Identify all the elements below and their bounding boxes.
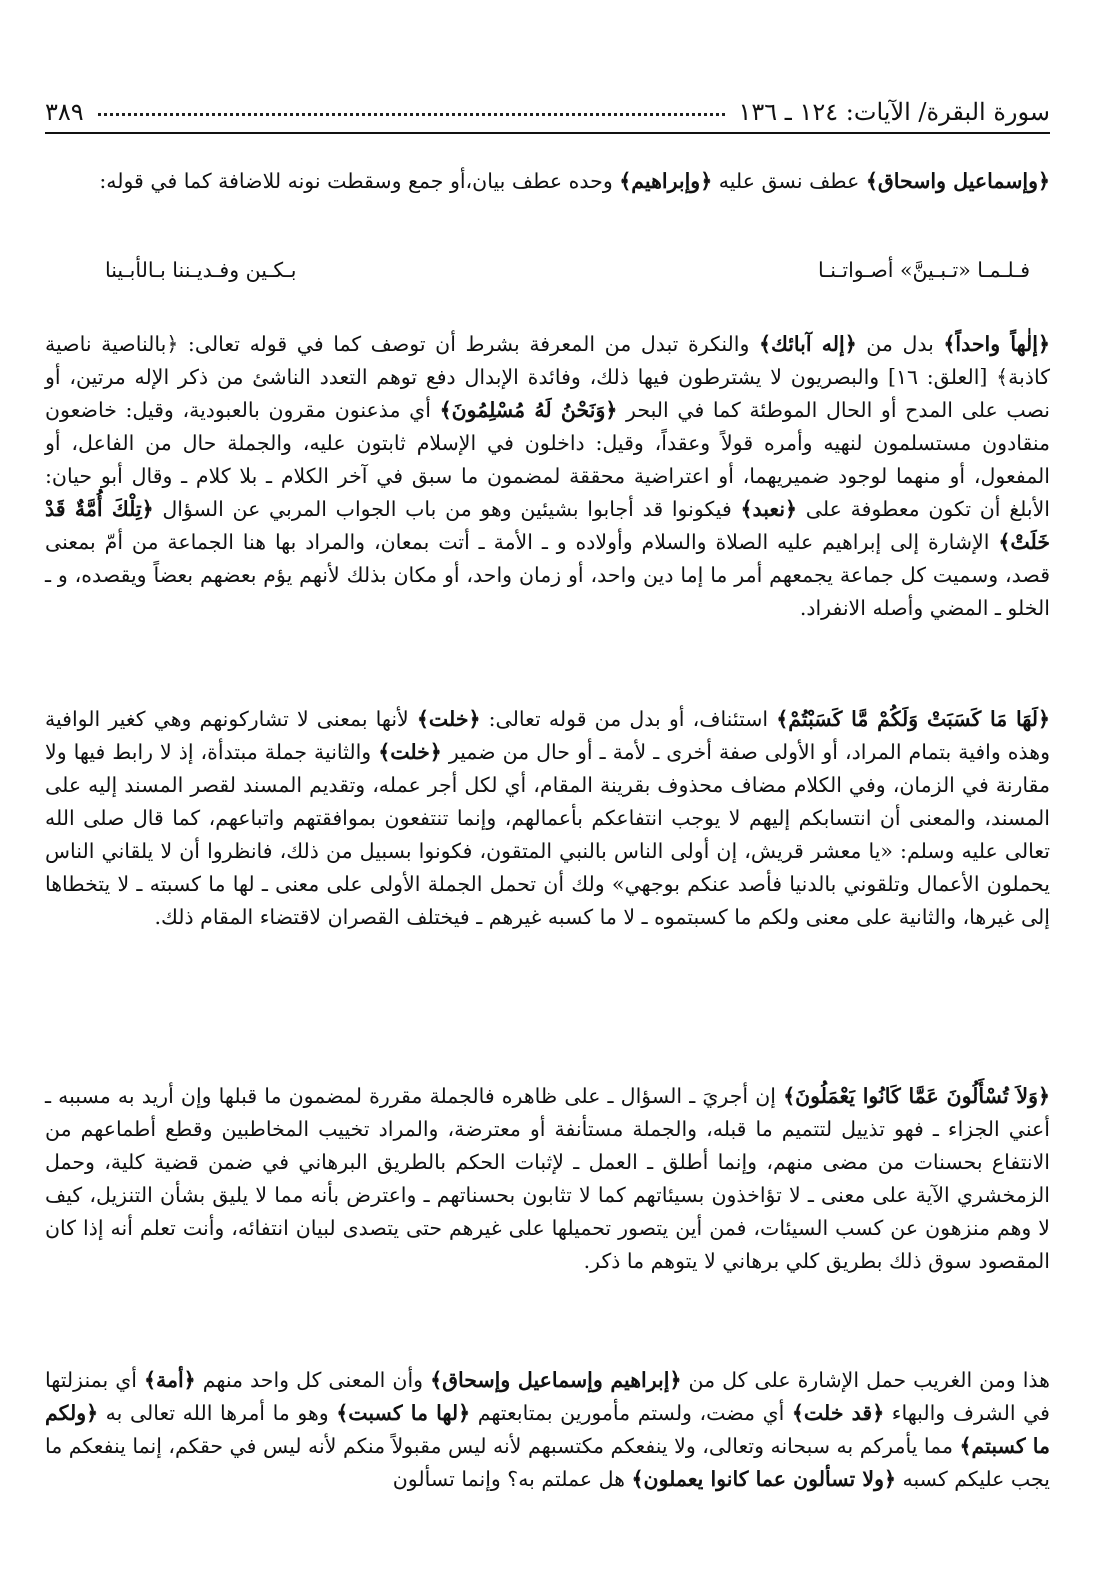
quoted-verse: ﴿نعبد﴾ [740, 497, 798, 521]
verse-second-hemistich: بـكـين وفـديـننا بـالأبـينا [105, 258, 297, 282]
running-header [45, 82, 1050, 126]
quoted-verse: ﴿أمة﴾ [144, 1368, 196, 1392]
quoted-verse: ﴿ولكم ما كسبتم﴾ [45, 1401, 1050, 1458]
text-segment: فيكونوا قد أجابوا بشيئين وهو من باب الجواب المربي عن السؤال [153, 497, 741, 521]
quoted-verse: ﴿إبراهيم وإسماعيل وإسحاق﴾ [430, 1368, 682, 1392]
text-segment: إن أجريَ ـ السؤال ـ على ظاهره فالجملة مقررة لمضمون ما قبلها وإن أريد به مسببه ـ أعني الجزاء ـ فهو تذييل لتتميم ما قبله، والجملة مستأنفة أو معترضة، والمراد تخييب المخاطبين وقطع أطماعهم من الانتفاع بحسنات من مضى منهم، وإنما أطلق ـ العمل ـ لإثبات الحكم بالطريق البرهاني في ضمن قضية كلية، وحمل الزمخشري الآية على معنى ـ لا تؤاخذون بسيئاتهم كما لا تثابون بحسناتهم ـ واعترض بأنه مما لا يليق بشأن التنزيل، كيف لا وهم منزهون عن كسب السيئات، فمن أين يتصور تحميلها على غيرهم حتى يتصدى لبيان انتفائه، وأنت تعلم أنه إذا كان المقصود سوق ذلك بطريق كلي برهاني لا يتوهم ما ذكر. [45, 1084, 1050, 1273]
quoted-verse: ﴿خلت﴾ [416, 707, 481, 731]
quoted-verse: ﴿وإبراهيم﴾ [619, 169, 713, 193]
text-segment: وحده عطف بيان،أو جمع وسقطت نونه للاضافة كما في قوله: [99, 169, 620, 193]
quoted-verse: ﴿تِلْكَ أُمَّةٌ قَدْ خَلَتْ﴾ [45, 497, 1050, 554]
text-segment: وهو ما أمرها الله تعالى به [98, 1401, 337, 1425]
text-segment: وأن المعنى كل واحد منهم [195, 1368, 431, 1392]
header-dot-leader [98, 111, 725, 116]
text-segment: أي مذعنون مقرون بالعبودية، وقيل: خاضعون منقادون مستسلمون لنهيه وأمره قولاً وعقداً، وقيل: داخلون في الإسلام ثابتون عليه، والجملة حال من الفاعل، أو المفعول، أو منهما لوجود ضميريهما، أو اعتراضية محققة لمضمون ما سبق في آخر الكلام ـ بلا كلام ـ وقال أبو حيان: الأبلغ أن تكون معطوفة على [45, 398, 1050, 521]
page-number: ٣٨٩ [45, 98, 84, 126]
quoted-verse: ﴿وَنَحْنُ لَهُ مُسْلِمُونَ﴾ [439, 398, 618, 422]
quoted-verse: ﴿إلٰهاً واحداً﴾ [943, 332, 1050, 356]
text-segment: استئناف، أو بدل من قوله تعالى: [480, 707, 777, 731]
text-segment: مما يأمركم به سبحانه وتعالى، ولا ينفعكم مكتسبهم لأنه ليس مقبولاً منكم لأنه ليس في حقكم، إنما ينفعكم ما يجب عليكم كسبه [45, 1434, 1050, 1491]
quoted-verse: ﴿لَهَا مَا كَسَبَتْ وَلَكُمْ مَّا كَسَبْتُمْ﴾ [776, 707, 1050, 731]
text-segment: هذا ومن الغريب حمل الإشارة على كل من [681, 1368, 1050, 1392]
quoted-verse: ﴿وَلاَ تُسْأَلُونَ عَمَّا كَانُوا يَعْمَلُونَ﴾ [783, 1084, 1050, 1108]
text-segment: عطف نسق عليه [712, 169, 866, 193]
header-title: سورة البقرة/ الآيات: ١٢٤ ـ ١٣٦ [738, 98, 1050, 126]
text-segment: الإشارة إلى إبراهيم عليه الصلاة والسلام وأولاده و ـ الأمة ـ أتت بمعان، والمراد بها هنا الجماعة من أمّ بمعنى قصد، وسميت كل جماعة يجمعهم أمر ما إما دين واحد، أو زمان واحد، أو مكان بذلك لأنهم يؤم بعضهم بعضاً ويقصده، و ـ الخلو ـ المضي وأصله الانفراد. [45, 530, 1050, 620]
text-segment: لأنها بمعنى لا تشاركونهم وهي كغير الوافية وهذه وافية بتمام المراد، أو الأولى صفة أخرى ـ لأمة ـ أو حال من ضمير [45, 707, 1050, 764]
paragraph-5 [45, 1364, 1050, 1496]
paragraph-3 [45, 703, 1050, 934]
quoted-verse: ﴿لها ما كسبت﴾ [336, 1401, 471, 1425]
quoted-verse: ﴿إله آبائك﴾ [758, 332, 857, 356]
text-segment: أي مضت، ولستم مأمورين بمتابعتهم [470, 1401, 792, 1425]
quoted-verse: ﴿وإسماعيل واسحاق﴾ [865, 169, 1050, 193]
header-rule [45, 132, 1050, 134]
paragraph-2 [45, 328, 1050, 625]
quoted-verse: ﴿ولا تسألون عما كانوا يعملون﴾ [631, 1467, 896, 1491]
text-segment: والنكرة تبدل من المعرفة بشرط أن توصف كما في قوله تعالى: ﴿بالناصية ناصية كاذبة﴾ [العلق: ١٦] والبصريون لا يشترطون فيها ذلك، وفائدة الإبدال دفع توهم التعدد الناشئ من ذكر الإله مرتين، أو نصب على المدح أو الحال الموطئة كما في البحر [45, 332, 1050, 422]
verse [105, 258, 1030, 298]
page [45, 0, 1050, 1574]
text-segment: هل عملتم به؟ وإنما تسألون [392, 1467, 632, 1491]
quoted-verse: ﴿قد خلت﴾ [791, 1401, 885, 1425]
paragraph-4 [45, 1080, 1050, 1278]
verse-first-hemistich: فـلـمـا «تـبـينَّ» أصـواتـنـا [817, 258, 1030, 282]
paragraph-1 [45, 165, 1050, 198]
text-segment: والثانية جملة مبتدأة، إذ لا رابط فيها ولا مقارنة في الزمان، وفي الكلام مضاف محذوف بقرينة المقام، أي لكل أجر عمله، وتقديم المسند لقصر المسند إليه على المسند، والمعنى أن انتسابكم إليهم لا يوجب انتفاعكم بأعمالهم، وإنما تنتفعون بموافقتهم واتباعهم، كما قال صلى الله تعالى عليه وسلم: «يا معشر قريش، إن أولى الناس بالنبي المتقون، فكونوا بسبيل من ذلك، فانظروا أن لا يلقاني الناس يحملون الأعمال وتلقوني بالدنيا فأصد عنكم بوجهي» ولك أن تحمل الجملة الأولى على معنى ـ لها ما كسبته ـ لا يتخطاها إلى غيرها، والثانية على معنى ولكم ما كسبتموه ـ لا ما كسبه غيرهم ـ فيختلف القصران لاقتضاء المقام ذلك. [45, 740, 1050, 929]
text-segment: بدل من [856, 332, 944, 356]
quoted-verse: ﴿خلت﴾ [378, 740, 442, 764]
text-segment: أي بمنزلتها في الشرف والبهاء [45, 1368, 1050, 1425]
